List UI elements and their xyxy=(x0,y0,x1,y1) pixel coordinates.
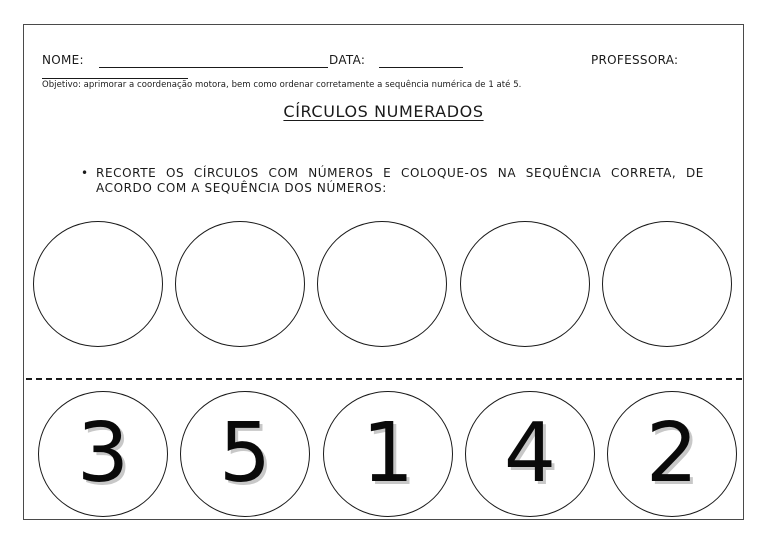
number-circle-2[interactable] xyxy=(180,391,310,517)
name-field-line[interactable] xyxy=(99,67,328,68)
date-field-line[interactable] xyxy=(379,67,463,68)
page-title: CÍRCULOS NUMERADOS xyxy=(283,102,484,121)
number-circle-4[interactable] xyxy=(465,391,595,517)
objective-underline xyxy=(42,78,188,79)
number-circle-3[interactable] xyxy=(323,391,453,517)
number-label: 3 xyxy=(76,406,130,501)
date-label: DATA: xyxy=(329,53,366,67)
number-label: 5 xyxy=(218,406,272,501)
empty-circle-4 xyxy=(460,221,590,347)
number-circle-1[interactable] xyxy=(38,391,168,517)
bullet-icon: • xyxy=(81,166,89,180)
empty-circle-2 xyxy=(175,221,305,347)
instruction-item xyxy=(81,166,704,196)
dashed-cut-line xyxy=(26,378,742,380)
number-label: 4 xyxy=(503,406,557,501)
number-label: 1 xyxy=(361,406,415,501)
name-label: NOME: xyxy=(42,53,84,67)
instruction-text: RECORTE OS CÍRCULOS COM NÚMEROS E COLOQUE-OS NA SEQUÊNCIA CORRETA, DE ACORDO COM A SEQUÊNCIA DOS NÚMEROS: xyxy=(96,166,704,195)
teacher-label: PROFESSORA: xyxy=(591,53,679,67)
empty-circle-1 xyxy=(33,221,163,347)
empty-circle-5 xyxy=(602,221,732,347)
number-circle-5[interactable] xyxy=(607,391,737,517)
objective-text: Objetivo: aprimorar a coordenação motora, bem como ordenar corretamente a sequência numérica de 1 até 5. xyxy=(42,80,522,90)
student-info-header xyxy=(42,53,682,71)
number-label: 2 xyxy=(645,406,699,501)
empty-circle-3 xyxy=(317,221,447,347)
